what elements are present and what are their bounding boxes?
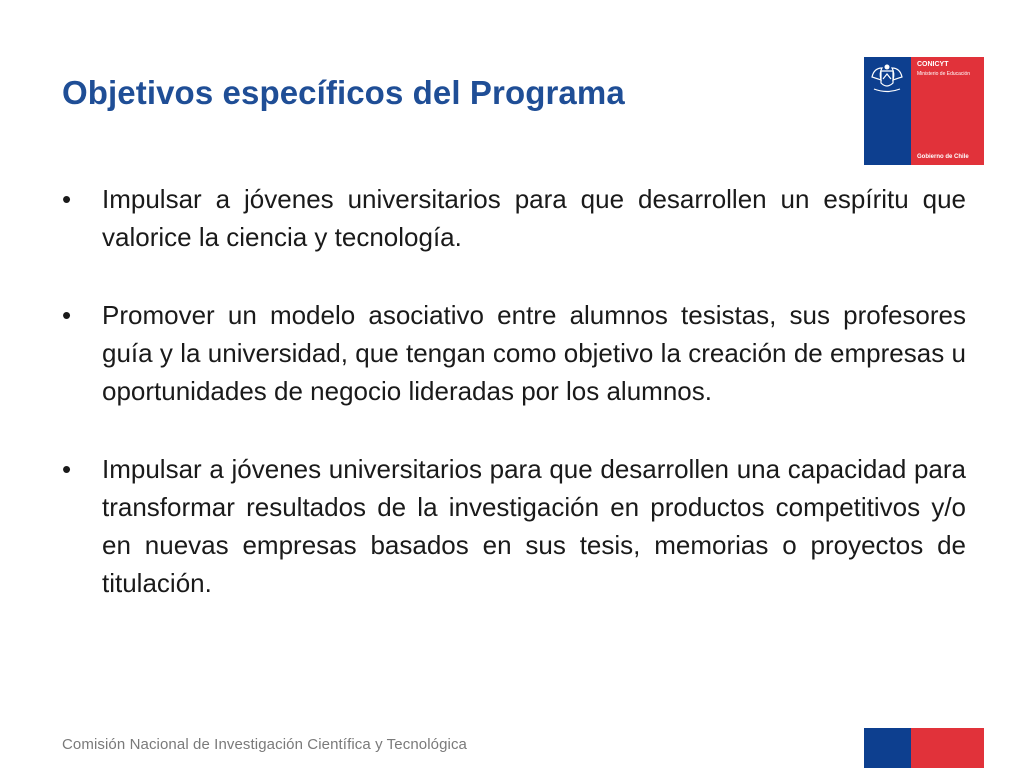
- conicyt-logo: [864, 57, 984, 165]
- bullet-text: Impulsar a jóvenes universitarios para que desarrollen una capacidad para transformar resultados de la investigación en productos competitivos y/o en nuevas empresas basados en sus tesis, memorias o proyectos de titulación.: [102, 454, 966, 598]
- logo-government: Gobierno de Chile: [917, 154, 969, 160]
- list-item: [62, 296, 966, 410]
- logo-ministry: Ministerio de Educación: [917, 71, 971, 77]
- list-item: [62, 180, 966, 256]
- logo-name: CONICYT: [917, 61, 949, 68]
- footer-flag-red: [911, 728, 984, 768]
- footer-text: Comisión Nacional de Investigación Científica y Tecnológica: [62, 736, 468, 753]
- bullet-text: Promover un modelo asociativo entre alumnos tesistas, sus profesores guía y la universidad, que tengan como objetivo la creación de empresas u oportunidades de negocio lideradas por los alumnos.: [102, 300, 966, 406]
- objectives-list: [62, 180, 966, 642]
- footer-flag-blue: [864, 728, 911, 768]
- footer-flag: [864, 728, 984, 768]
- logo-red-panel: [911, 57, 984, 165]
- slide-title: Objetivos específicos del Programa: [62, 74, 625, 111]
- list-item: [62, 450, 966, 602]
- coat-of-arms-icon: [866, 61, 908, 95]
- logo-blue-panel: [864, 57, 911, 165]
- bullet-icon: •: [62, 454, 72, 484]
- bullet-text: Impulsar a jóvenes universitarios para que desarrollen un espíritu que valorice la ciencia y tecnología.: [102, 184, 966, 252]
- bullet-icon: •: [62, 184, 72, 214]
- bullet-icon: •: [62, 300, 72, 330]
